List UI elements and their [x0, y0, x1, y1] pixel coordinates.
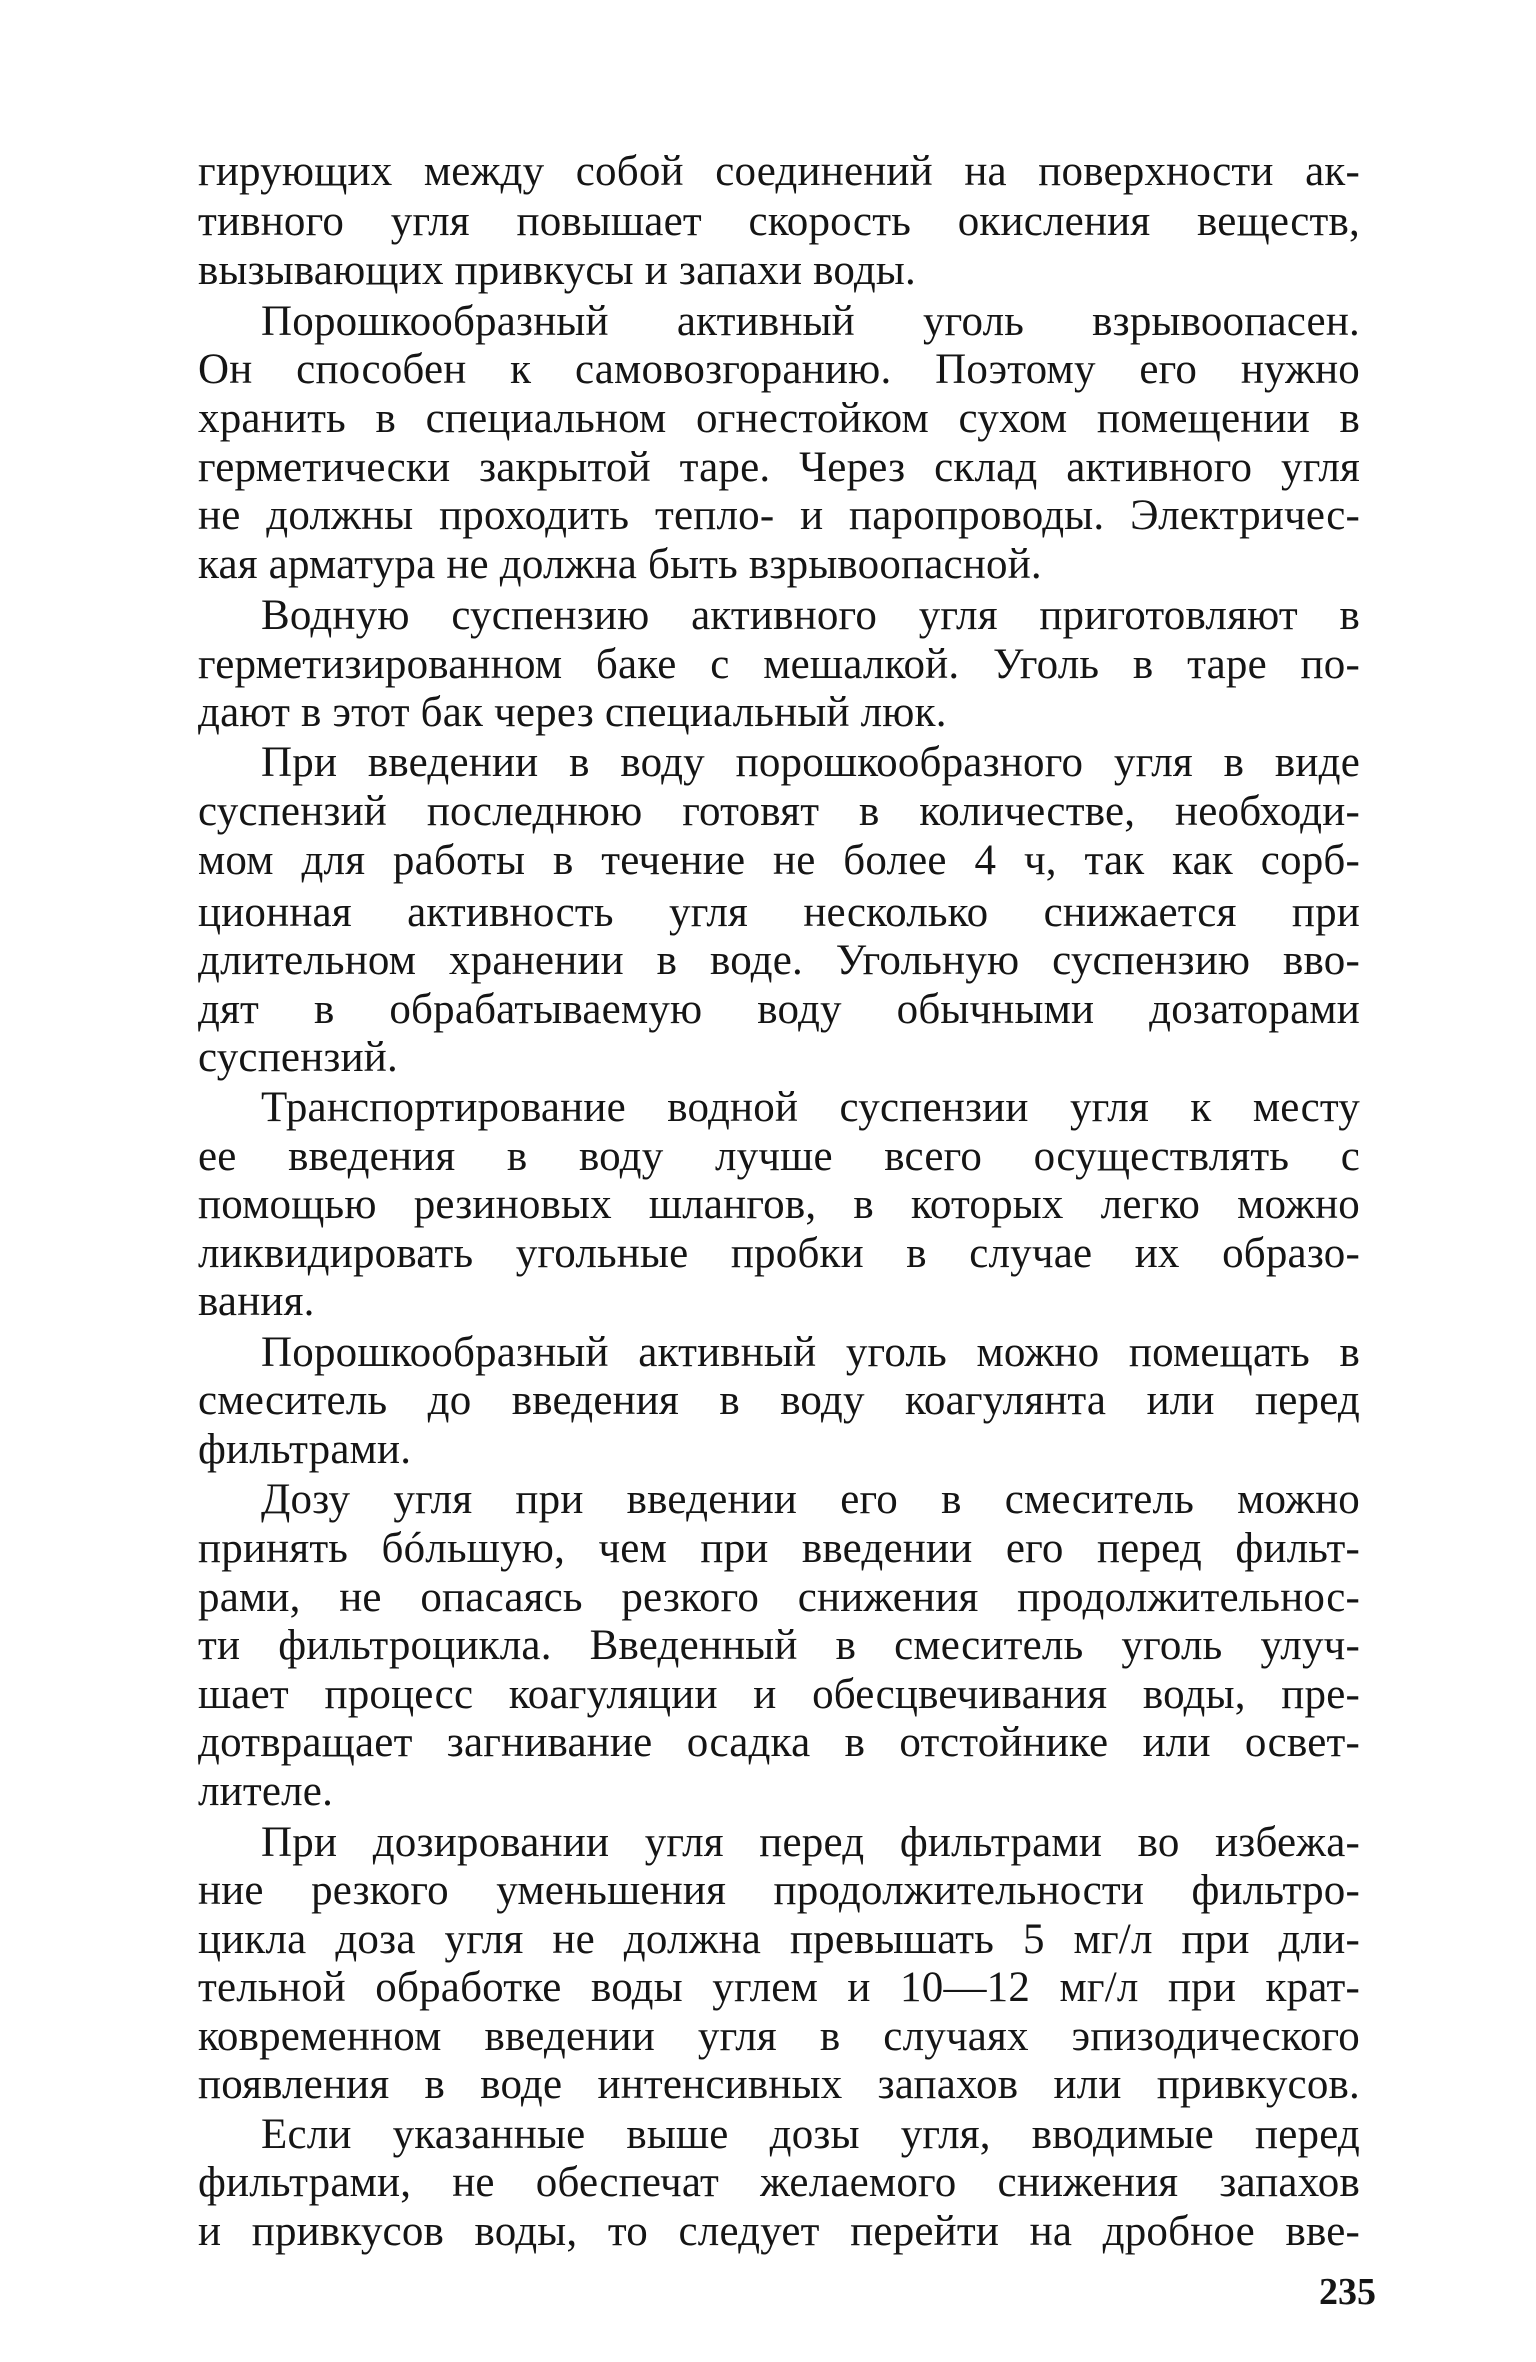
- text-line: мом для работы в течение не более 4 ч, так как сорб-: [198, 837, 1360, 884]
- text-line: При дозировании угля перед фильтрами во избежа-: [261, 1819, 1360, 1866]
- text-line: Водную суспензию активного угля приготовляют в: [261, 592, 1360, 639]
- text-line: ционная активность угля несколько снижается при: [198, 889, 1360, 936]
- text-line: Порошкообразный активный уголь взрывоопасен.: [261, 298, 1360, 345]
- text-line: суспензий.: [198, 1034, 398, 1081]
- text-line: лителе.: [198, 1768, 334, 1815]
- text-line: герметически закрытой таре. Через склад активного угля: [198, 444, 1360, 491]
- text-line: Он способен к самовозгоранию. Поэтому его нужно: [198, 346, 1360, 393]
- text-line: тельной обработке воды углем и 10—12 мг/л при крат-: [198, 1964, 1360, 2011]
- text-line: гирующих между собой соединений на поверхности ак-: [198, 148, 1360, 195]
- text-line: вания.: [198, 1278, 315, 1325]
- text-line: дотвращает загнивание осадка в отстойнике или освет-: [198, 1719, 1360, 1766]
- text-line: помощью резиновых шлангов, в которых легко можно: [198, 1181, 1360, 1228]
- text-line: хранить в специальном огнестойком сухом помещении в: [198, 395, 1360, 442]
- text-line: Порошкообразный активный уголь можно помещать в: [261, 1329, 1360, 1376]
- text-line: ее введения в воду лучше всего осуществлять с: [198, 1133, 1360, 1180]
- text-line: вызывающих привкусы и запахи воды.: [198, 247, 916, 294]
- text-line: смеситель до введения в воду коагулянта или перед: [198, 1377, 1360, 1424]
- text-line: Если указанные выше дозы угля, вводимые перед: [261, 2111, 1360, 2158]
- text-line: принять бóльшую, чем при введении его перед фильт-: [198, 1525, 1360, 1572]
- text-line: шает процесс коагуляции и обесцвечивания воды, пре-: [198, 1671, 1360, 1718]
- text-line: Дозу угля при введении его в смеситель можно: [261, 1476, 1360, 1523]
- text-line: суспензий последнюю готовят в количестве, необходи-: [198, 788, 1360, 835]
- text-line: Транспортирование водной суспензии угля к месту: [261, 1084, 1360, 1131]
- text-line: появления в воде интенсивных запахов или привкусов.: [198, 2061, 1360, 2108]
- text-line: рами, не опасаясь резкого снижения продолжительнос-: [198, 1574, 1360, 1621]
- text-line: дят в обрабатываемую воду обычными дозаторами: [198, 986, 1360, 1033]
- text-line: не должны проходить тепло- и паропроводы. Электричес-: [198, 492, 1360, 539]
- text-line: герметизированном баке с мешалкой. Уголь в таре по-: [198, 641, 1360, 688]
- text-line: ние резкого уменьшения продолжительности фильтро-: [198, 1867, 1360, 1914]
- page-number: 235: [1319, 2271, 1376, 2313]
- text-line: тивного угля повышает скорость окисления веществ,: [198, 198, 1360, 245]
- text-line: фильтрами, не обеспечат желаемого снижения запахов: [198, 2159, 1360, 2206]
- text-line: ликвидировать угольные пробки в случае их образо-: [198, 1230, 1360, 1277]
- text-line: ти фильтроцикла. Введенный в смеситель уголь улуч-: [198, 1622, 1360, 1669]
- text-line: цикла доза угля не должна превышать 5 мг/л при дли-: [198, 1916, 1360, 1963]
- text-line: дают в этот бак через специальный люк.: [198, 689, 947, 736]
- text-line: При введении в воду порошкообразного угля в виде: [261, 739, 1360, 786]
- text-line: длительном хранении в воде. Угольную суспензию вво-: [198, 937, 1360, 984]
- text-line: кая арматура не должна быть взрывоопасной.: [198, 541, 1042, 588]
- text-line: ковременном введении угля в случаях эпизодического: [198, 2013, 1360, 2060]
- text-line: и привкусов воды, то следует перейти на дробное вве-: [198, 2208, 1360, 2255]
- text-line: фильтрами.: [198, 1426, 412, 1473]
